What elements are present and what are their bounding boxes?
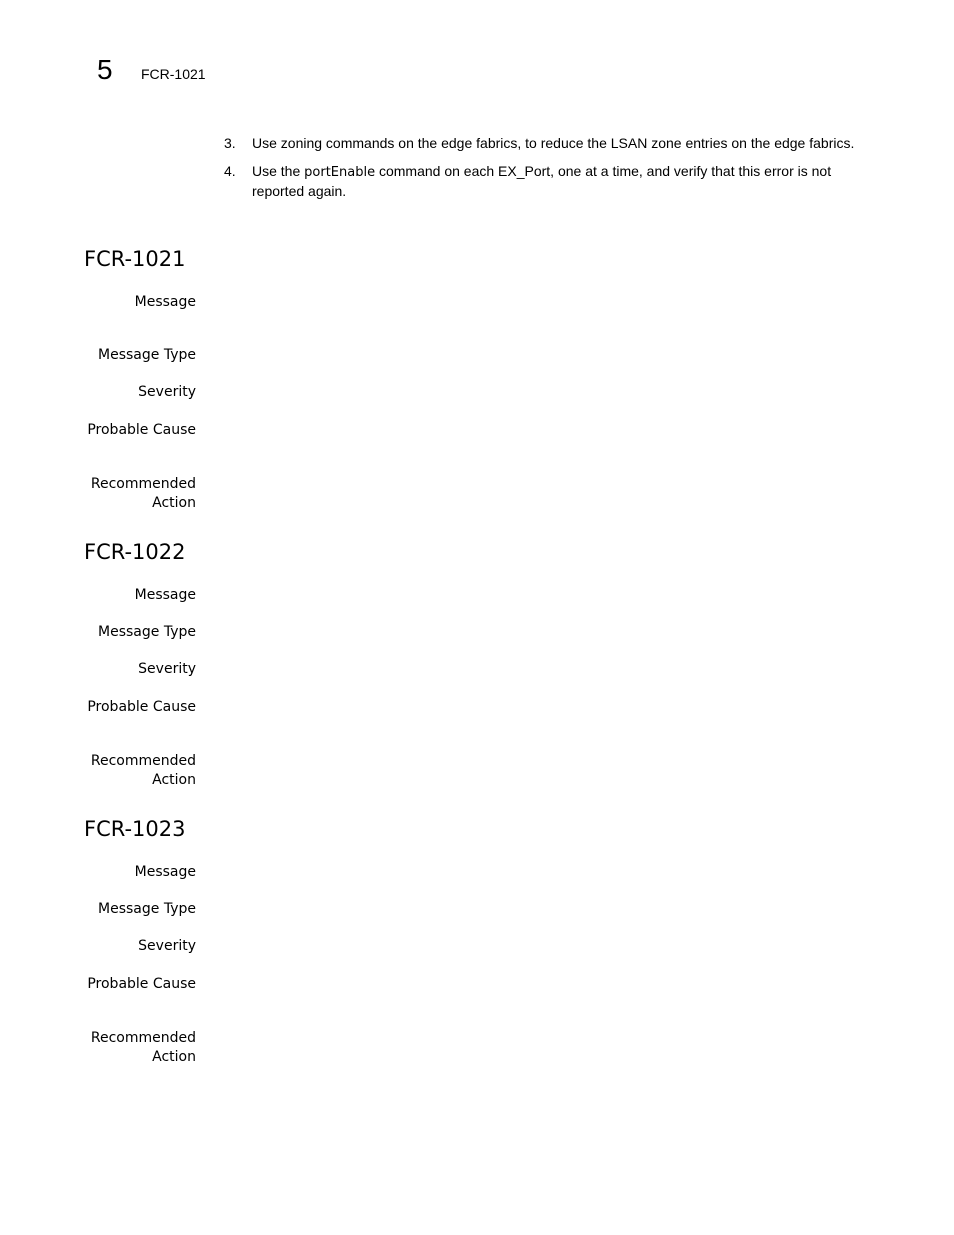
recommended-action-label: Recommended: [90, 1030, 196, 1046]
section-title: FCR-1022: [84, 540, 186, 564]
step-text-before: Use the: [252, 163, 305, 179]
recommended-action-label: Recommended: [90, 753, 196, 769]
probable-cause-label: Probable Cause: [87, 699, 196, 715]
probable-cause-label: Probable Cause: [87, 976, 196, 992]
message-label: Message: [134, 294, 196, 310]
probable-cause-label: Probable Cause: [87, 422, 196, 438]
message-type-label: Message Type: [98, 901, 196, 917]
section-title: FCR-1023: [84, 817, 186, 841]
severity-label: Severity: [138, 384, 196, 400]
step-number: 4.: [224, 163, 236, 179]
severity-label: Severity: [138, 661, 196, 677]
procedure-steps: [224, 134, 864, 210]
message-type-label: Message Type: [98, 624, 196, 640]
running-header-title: FCR-1021: [141, 66, 206, 82]
recommended-action-label-line2: Action: [152, 772, 196, 788]
recommended-action-label-line2: Action: [152, 495, 196, 511]
message-label: Message: [134, 587, 196, 603]
command-name: portEnable: [304, 165, 376, 180]
severity-label: Severity: [138, 938, 196, 954]
section-title: FCR-1021: [84, 247, 186, 271]
message-type-label: Message Type: [98, 347, 196, 363]
step-text-after: command on each EX_Port, one at a time, and verify that this error is not reported again.: [252, 163, 832, 199]
step-item: [224, 134, 864, 153]
step-text: Use zoning commands on the edge fabrics, to reduce the LSAN zone entries on the edge fabrics.: [252, 135, 855, 151]
chapter-number: 5: [97, 54, 113, 85]
recommended-action-label-line2: Action: [152, 1049, 196, 1065]
recommended-action-label: Recommended: [90, 476, 196, 492]
step-number: 3.: [224, 135, 236, 151]
step-item: [224, 162, 864, 201]
message-label: Message: [134, 864, 196, 880]
